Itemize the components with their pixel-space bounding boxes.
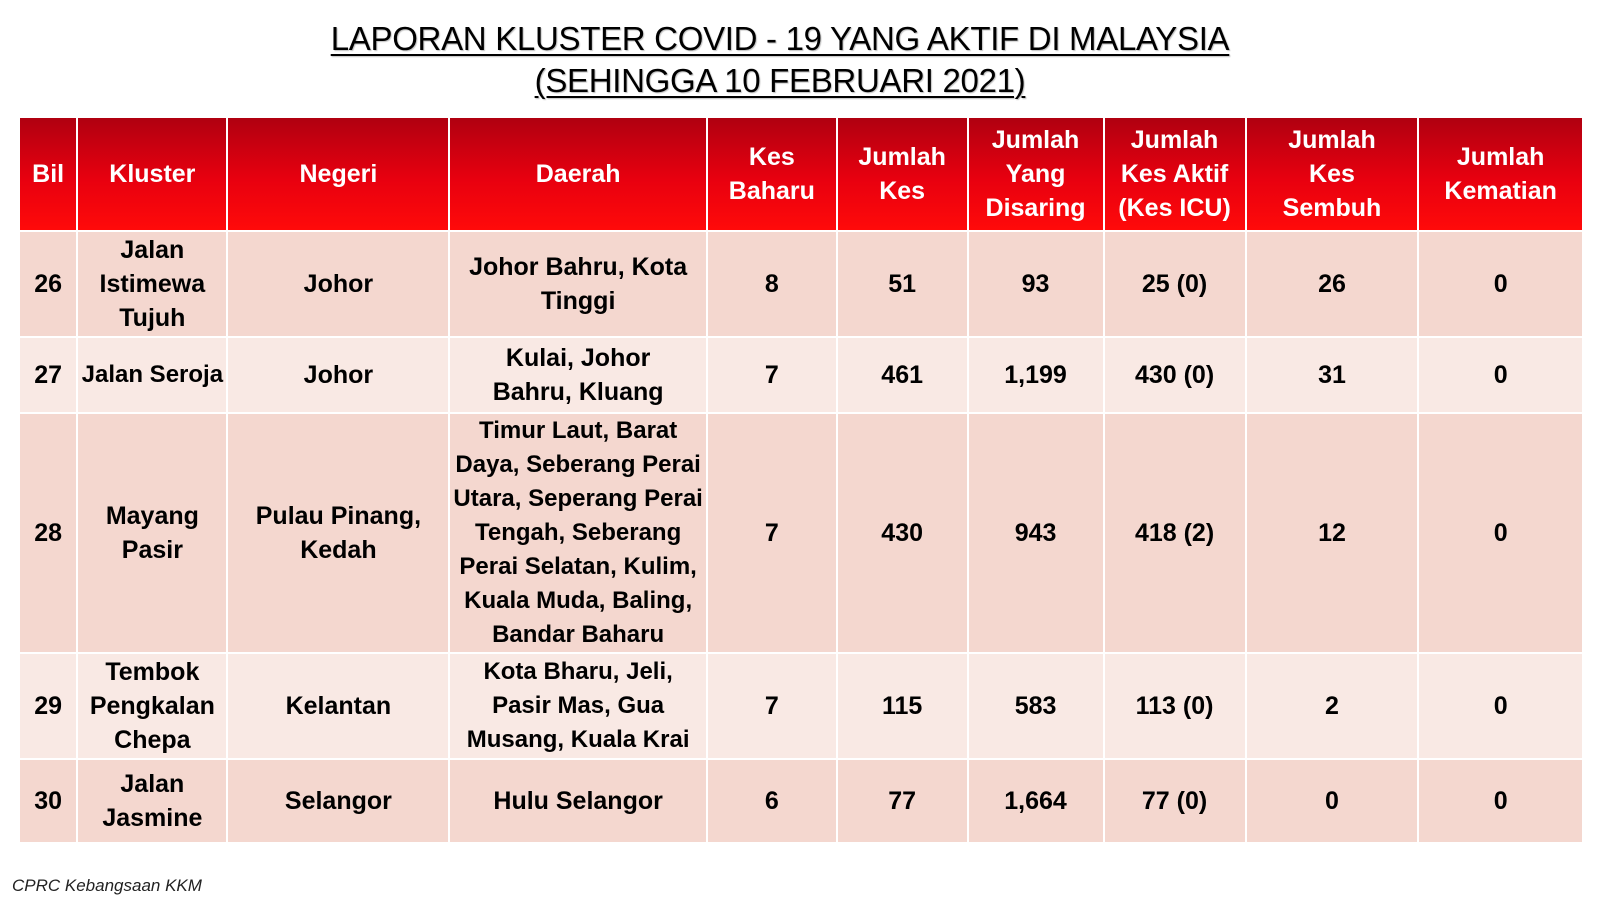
cell-kes-baharu: 7 <box>708 338 836 412</box>
cell-jumlah-kes-aktif: 430 (0) <box>1105 338 1245 412</box>
cell-bil: 30 <box>20 760 76 842</box>
header-kes-baharu: Kes Baharu <box>708 118 836 230</box>
cell-jumlah-kes-aktif: 418 (2) <box>1105 414 1245 652</box>
cell-jumlah-kes: 77 <box>838 760 967 842</box>
cell-daerah: Timur Laut, Barat Daya, Seberang Perai Utara, Seperang Perai Tengah, Seberang Perai Selatan, Kulim, Kuala Muda, Baling, Bandar Baharu <box>450 414 706 652</box>
cell-negeri: Pulau Pinang, Kedah <box>228 414 448 652</box>
title-line-2: (SEHINGGA 10 FEBRUARI 2021) <box>534 62 1026 99</box>
cell-jumlah-kes-sembuh: 12 <box>1247 414 1418 652</box>
header-bil: Bil <box>20 118 76 230</box>
header-kluster: Kluster <box>78 118 226 230</box>
cell-jumlah-disaring: 583 <box>969 654 1103 758</box>
cell-kluster: Jalan Istimewa Tujuh <box>78 232 226 336</box>
cell-daerah: Kota Bharu, Jeli, Pasir Mas, Gua Musang, Kuala Krai <box>450 654 706 758</box>
cell-jumlah-kes-sembuh: 0 <box>1247 760 1418 842</box>
table-row <box>20 414 1582 652</box>
cell-bil: 26 <box>20 232 76 336</box>
cell-jumlah-disaring: 1,664 <box>969 760 1103 842</box>
cell-negeri: Johor <box>228 232 448 336</box>
source-credit: CPRC Kebangsaan KKM <box>12 876 202 895</box>
table-row <box>20 232 1582 336</box>
cell-jumlah-disaring: 943 <box>969 414 1103 652</box>
cell-jumlah-kes: 51 <box>838 232 967 336</box>
cell-daerah: Kulai, Johor Bahru, Kluang <box>450 338 706 412</box>
header-jumlah-kes: Jumlah Kes <box>838 118 967 230</box>
header-jumlah-kes-sembuh: Jumlah Kes Sembuh <box>1247 118 1418 230</box>
header-jumlah-disaring: Jumlah Yang Disaring <box>969 118 1103 230</box>
cell-jumlah-kes-sembuh: 2 <box>1247 654 1418 758</box>
header-jumlah-kematian: Jumlah Kematian <box>1419 118 1582 230</box>
cell-jumlah-kematian: 0 <box>1419 654 1582 758</box>
cell-kluster: Jalan Seroja <box>78 338 226 412</box>
table-row <box>20 338 1582 412</box>
header-jumlah-kes-aktif: Jumlah Kes Aktif (Kes ICU) <box>1105 118 1245 230</box>
cell-bil: 29 <box>20 654 76 758</box>
cell-jumlah-kes: 430 <box>838 414 967 652</box>
cell-kluster: Jalan Jasmine <box>78 760 226 842</box>
cell-jumlah-kes-sembuh: 31 <box>1247 338 1418 412</box>
cell-jumlah-kes-aktif: 77 (0) <box>1105 760 1245 842</box>
header-daerah: Daerah <box>450 118 706 230</box>
cell-bil: 28 <box>20 414 76 652</box>
cell-jumlah-kematian: 0 <box>1419 414 1582 652</box>
cell-daerah: Hulu Selangor <box>450 760 706 842</box>
cell-jumlah-kes-sembuh: 26 <box>1247 232 1418 336</box>
table-row <box>20 654 1582 758</box>
cell-kes-baharu: 7 <box>708 654 836 758</box>
cell-jumlah-kematian: 0 <box>1419 338 1582 412</box>
cell-jumlah-disaring: 1,199 <box>969 338 1103 412</box>
cell-jumlah-kes: 115 <box>838 654 967 758</box>
cell-daerah: Johor Bahru, Kota Tinggi <box>450 232 706 336</box>
table-header-row <box>20 118 1582 230</box>
title-line-1: LAPORAN KLUSTER COVID - 19 YANG AKTIF DI MALAYSIA <box>330 20 1230 57</box>
cluster-table <box>18 116 1584 844</box>
header-negeri: Negeri <box>228 118 448 230</box>
report-title <box>0 18 1560 102</box>
cluster-table-container <box>18 116 1584 844</box>
table-row <box>20 760 1582 842</box>
cell-kes-baharu: 8 <box>708 232 836 336</box>
cell-kluster: Mayang Pasir <box>78 414 226 652</box>
cell-jumlah-kematian: 0 <box>1419 760 1582 842</box>
cell-bil: 27 <box>20 338 76 412</box>
cell-jumlah-kes-aktif: 25 (0) <box>1105 232 1245 336</box>
cell-kes-baharu: 6 <box>708 760 836 842</box>
cell-jumlah-kes-aktif: 113 (0) <box>1105 654 1245 758</box>
cell-negeri: Selangor <box>228 760 448 842</box>
cell-negeri: Johor <box>228 338 448 412</box>
cell-jumlah-kematian: 0 <box>1419 232 1582 336</box>
cell-jumlah-disaring: 93 <box>969 232 1103 336</box>
cell-negeri: Kelantan <box>228 654 448 758</box>
cell-kluster: Tembok Pengkalan Chepa <box>78 654 226 758</box>
cell-jumlah-kes: 461 <box>838 338 967 412</box>
cell-kes-baharu: 7 <box>708 414 836 652</box>
